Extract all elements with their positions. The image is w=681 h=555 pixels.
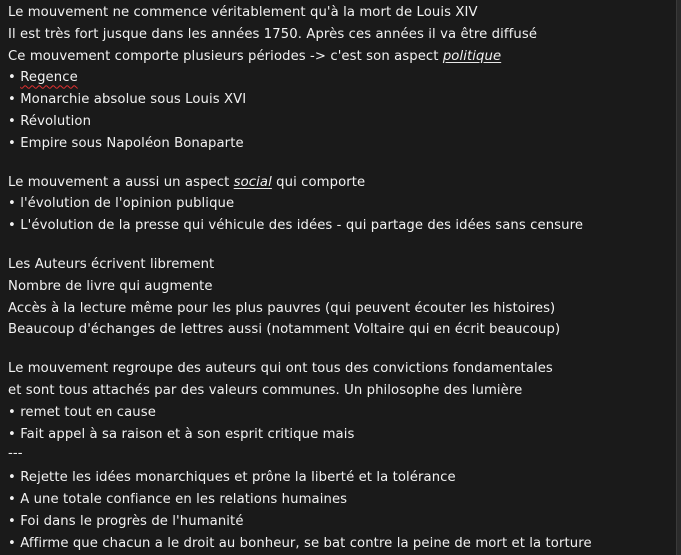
bullet-icon: • [8, 535, 16, 551]
bullet-icon: • [8, 404, 16, 420]
bullet-item [8, 215, 676, 237]
note-line [8, 46, 676, 68]
bullet-item [8, 533, 676, 555]
note-line: Le mouvement ne commence véritablement qu'à la mort de Louis XIV [8, 5, 478, 20]
bullet-text: remet tout en cause [20, 404, 156, 420]
bullet-item [8, 111, 676, 133]
bullet-text-misspelled: Regence [20, 70, 78, 86]
bullet-item [8, 467, 676, 489]
bullet-icon: • [8, 135, 16, 151]
bullet-text: Empire sous Napoléon Bonaparte [20, 135, 244, 151]
bullet-text: Fait appel à sa raison et à son esprit critique mais [20, 426, 355, 442]
emphasized-word: social [233, 174, 272, 190]
bullet-item [8, 133, 676, 155]
bullet-icon: • [8, 513, 16, 529]
bullet-item [8, 193, 676, 215]
bullet-item [8, 89, 676, 111]
note-text: qui comporte [271, 174, 366, 190]
separator-line: --- [8, 446, 23, 462]
bullet-text: Révolution [20, 113, 92, 129]
note-line: Beaucoup d'échanges de lettres aussi (notamment Voltaire qui en écrit beaucoup) [8, 322, 561, 338]
bullet-item [8, 489, 676, 511]
note-line: Nombre de livre qui augmente [8, 278, 213, 294]
bullet-text: Rejette les idées monarchiques et prône la liberté et la tolérance [20, 470, 456, 486]
note-line [8, 172, 676, 194]
bullet-text: Foi dans le progrès de l'humanité [20, 513, 244, 529]
emphasized-word: politique [442, 48, 502, 64]
scrollbar-track[interactable] [677, 0, 681, 555]
note-text: Ce mouvement comporte plusieurs périodes -> c'est son aspect [8, 48, 443, 64]
bullet-text: Monarchie absolue sous Louis XVI [20, 92, 247, 108]
note-body[interactable] [8, 2, 676, 554]
bullet-icon: • [8, 491, 16, 507]
bullet-text: L'évolution de la presse qui véhicule des idées - qui partage des idées sans censure [20, 218, 584, 234]
bullet-icon: • [8, 92, 16, 108]
bullet-icon: • [8, 218, 16, 234]
bullet-text: Affirme que chacun a le droit au bonheur, se bat contre la peine de mort et la torture [20, 535, 592, 551]
bullet-text: l'évolution de l'opinion publique [20, 196, 235, 212]
paragraph-gap [8, 155, 676, 172]
note-text: Le mouvement a aussi un aspect [8, 174, 234, 190]
note-line: Accès à la lecture même pour les plus pauvres (qui peuvent écouter les histoires) [8, 300, 556, 316]
bullet-icon: • [8, 470, 16, 486]
note-line: et sont tous attachés par des valeurs communes. Un philosophe des lumière [8, 382, 523, 398]
note-line: Le mouvement regroupe des auteurs qui ont tous des convictions fondamentales [8, 361, 553, 377]
bullet-icon: • [8, 113, 16, 129]
bullet-text: A une totale confiance en les relations humaines [20, 491, 348, 507]
paragraph-gap [8, 341, 676, 358]
note-line: Les Auteurs écrivent librement [8, 256, 215, 272]
bullet-item [8, 511, 676, 533]
bullet-item [8, 67, 676, 89]
paragraph-gap [8, 237, 676, 254]
note-line: Il est très fort jusque dans les années 1750. Après ces années il va être diffusé [8, 26, 538, 42]
bullet-item [8, 424, 676, 446]
bullet-item [8, 402, 676, 424]
bullet-icon: • [8, 426, 16, 442]
bullet-icon: • [8, 196, 16, 212]
bullet-icon: • [8, 70, 16, 86]
